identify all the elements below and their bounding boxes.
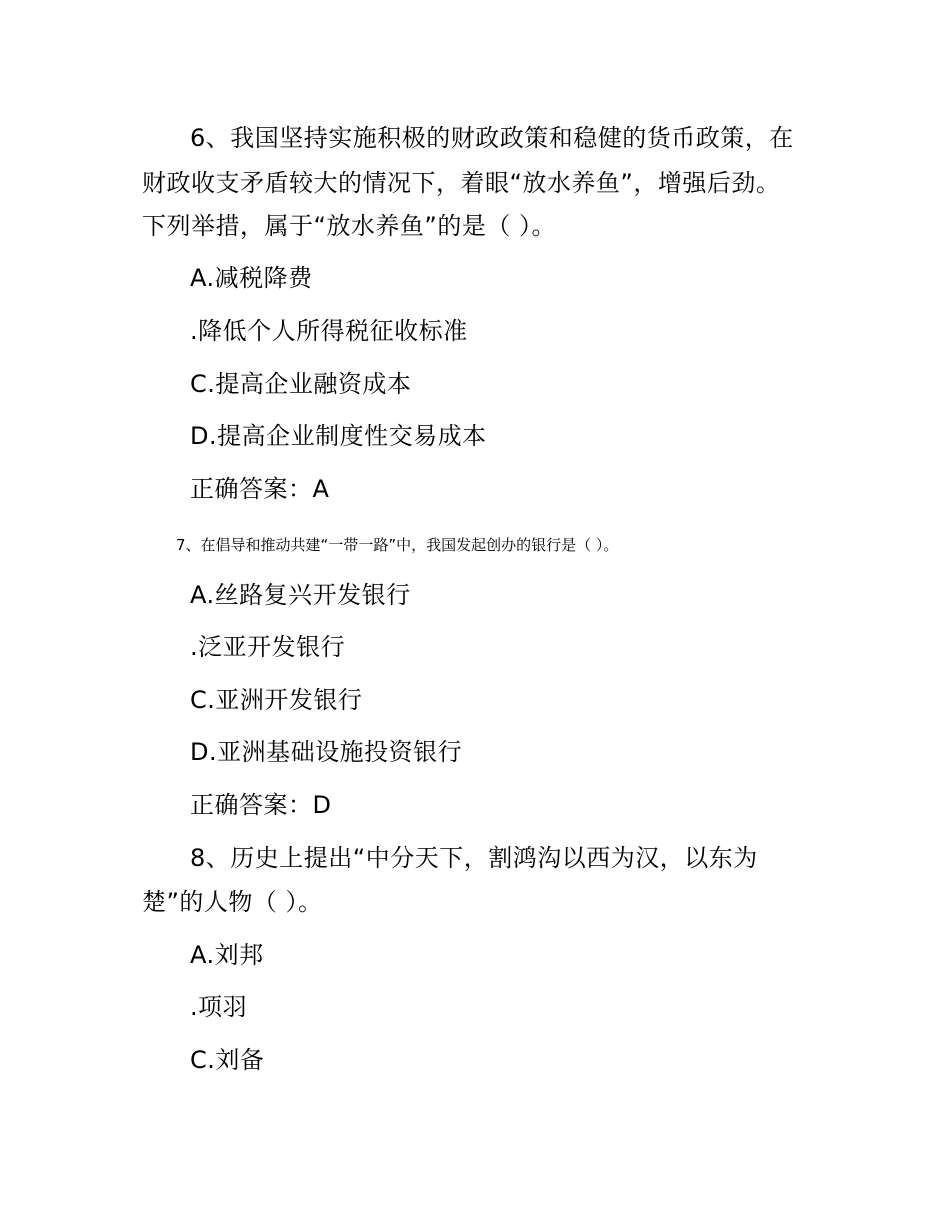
q6-option-b: .降低个人所得税征收标准: [190, 317, 468, 345]
q8-option-a: A.刘邦: [190, 941, 264, 969]
q8-stem-line-1: 8、历史上提出“中分天下，割鸿沟以西为汉，以东为: [190, 844, 758, 872]
q6-stem-line-3: 下列举措，属于“放水养鱼”的是（ ）。: [142, 212, 556, 240]
q6-option-c: C.提高企业融资成本: [190, 370, 412, 398]
q7-option-a: A.丝路复兴开发银行: [190, 581, 411, 609]
q7-option-d: D.亚洲基础设施投资银行: [190, 738, 463, 766]
q7-option-c: C.亚洲开发银行: [190, 686, 363, 714]
q6-option-a: A.减税降费: [190, 264, 313, 292]
q8-stem-line-2: 楚”的人物（ ）。: [142, 888, 323, 916]
q6-stem-line-1: 6、我国坚持实施积极的财政政策和稳健的货币政策，在: [190, 124, 794, 152]
q7-stem-line-1: 7、在倡导和推动共建“一带一路”中，我国发起创办的银行是（ ）。: [176, 536, 619, 554]
q8-option-c: C.刘备: [190, 1046, 265, 1074]
q6-stem-line-2: 财政收支矛盾较大的情况下，着眼“放水养鱼”，增强后劲。: [142, 169, 781, 197]
q8-option-b: .项羽: [190, 993, 248, 1021]
q7-option-b: .泛亚开发银行: [190, 633, 346, 661]
q7-answer: 正确答案：D: [190, 791, 332, 819]
q6-answer: 正确答案：A: [190, 475, 330, 503]
q6-option-d: D.提高企业制度性交易成本: [190, 422, 487, 450]
